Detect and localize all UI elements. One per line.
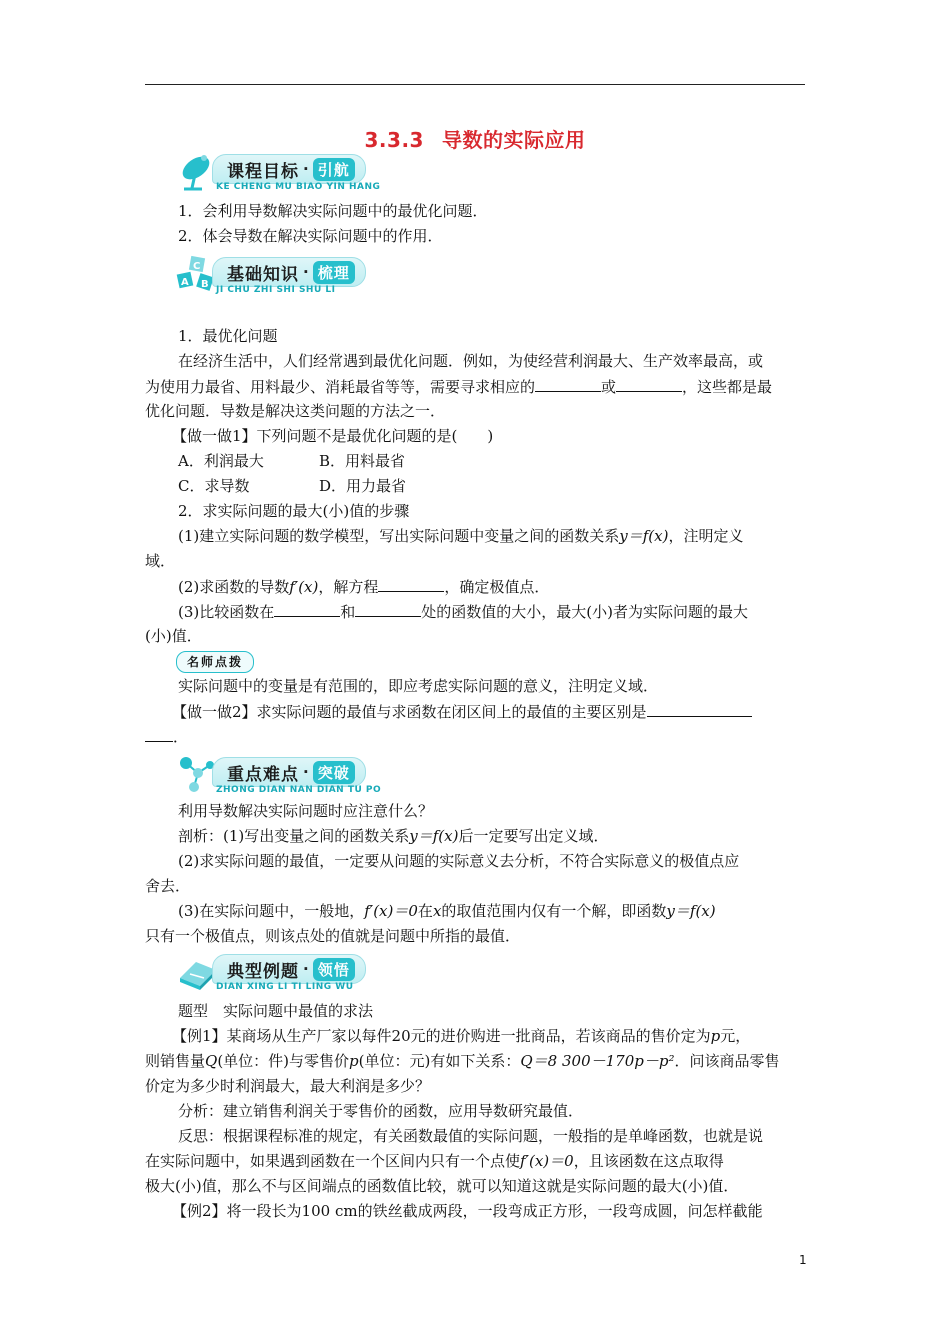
step-3a xyxy=(178,601,748,622)
fill-blank xyxy=(378,576,444,592)
option-a: A．利润最大 xyxy=(178,452,264,470)
step-2-post: ，确定极值点． xyxy=(444,578,550,596)
formula-y-fx: y＝f(x) xyxy=(619,527,669,545)
key-answer-3a-mid: 在 xyxy=(417,902,433,920)
basics-para-1b xyxy=(145,376,772,397)
example-1a-text: 【例1】某商场从生产厂家以每件20元的进价购进一批商品，若该商品的售价定为 xyxy=(172,1027,711,1045)
banner-examples-pill xyxy=(212,954,366,984)
formula-f-prime-eq-0: f′(x)＝0 xyxy=(364,902,418,920)
step-3a-post: 处的函数值的大小，最大(小)者为实际问题的最大 xyxy=(421,603,748,621)
banner-basics-title: 基础知识 xyxy=(227,264,299,285)
fill-blank xyxy=(145,726,173,742)
try-1: 【做一做1】下列问题不是最优化问题的是( ) xyxy=(172,427,494,445)
try-2a-text: 【做一做2】求实际问题的最值与求函数在闭区间上的最值的主要区别是 xyxy=(172,703,647,721)
step-3b: (小)值． xyxy=(145,627,202,645)
page-title xyxy=(0,124,950,153)
example-reflection-b-post: ，且该函数在这点取得 xyxy=(573,1152,724,1170)
step-1a-post: ，注明定义 xyxy=(668,527,744,545)
banner-key-pill xyxy=(212,757,366,787)
key-answer-3b: 只有一个极值点，则该点处的值就是问题中所指的最值． xyxy=(145,927,521,945)
step-1b: 域． xyxy=(145,552,176,570)
fill-blank xyxy=(274,601,340,617)
tip-text: 实际问题中的变量是有范围的，即应考虑实际问题的意义，注明定义域． xyxy=(178,677,659,695)
key-answer-2b: 舍去． xyxy=(145,877,191,895)
step-3a-pre: (3)比较函数在 xyxy=(178,603,275,621)
example-1a-post: 元， xyxy=(720,1027,751,1045)
option-d: D．用力最省 xyxy=(319,477,407,495)
step-2-pre: (2)求函数的导数 xyxy=(178,578,290,596)
banner-key-dot: · xyxy=(303,763,309,781)
formula-y-fx: y＝f(x) xyxy=(666,902,716,920)
basics-heading-1: 1．最优化问题 xyxy=(178,327,278,345)
key-answer-1-post: 后一定要写出定义域． xyxy=(458,827,609,845)
banner-key-pinyin: ZHONG DIAN NAN DIAN TU PO xyxy=(216,785,382,795)
page-number: 1 xyxy=(799,1253,807,1267)
banner-basics xyxy=(176,251,406,297)
banner-goals-pill xyxy=(212,154,366,184)
step-1a xyxy=(178,526,743,546)
svg-text:B: B xyxy=(201,279,209,290)
basics-para-1b-mid: 或 xyxy=(601,378,617,396)
basics-heading-2: 2．求实际问题的最大(小)值的步骤 xyxy=(178,502,410,520)
var-p: p xyxy=(349,1052,359,1070)
step-2-mid: ，解方程 xyxy=(318,578,379,596)
example-analysis: 分析：建立销售利润关于零售价的函数，应用导数研究最值． xyxy=(178,1102,584,1120)
example-1c: 价定为多少时利润最大，最大利润是多少？ xyxy=(145,1077,431,1095)
section-title: 导数的实际应用 xyxy=(441,128,586,152)
step-2 xyxy=(178,576,549,597)
step-3a-mid: 和 xyxy=(340,603,356,621)
example-1b-pre: 则销售量 xyxy=(145,1052,206,1070)
fill-blank xyxy=(647,701,752,717)
header-rule xyxy=(145,84,805,85)
banner-examples-dot: · xyxy=(303,960,309,978)
formula-f-prime: f′(x) xyxy=(289,578,319,596)
banner-goals xyxy=(176,148,406,194)
try-2b xyxy=(145,726,188,747)
key-answer-3a-pre: (3)在实际问题中，一般地， xyxy=(178,902,365,920)
banner-goals-title: 课程目标 xyxy=(227,161,299,182)
section-number: 3.3.3 xyxy=(364,128,424,152)
example-1b-mid2: (单位：元)有如下关系： xyxy=(358,1052,521,1070)
example-1b xyxy=(145,1051,779,1071)
fill-blank xyxy=(535,376,601,392)
formula-x: x xyxy=(432,902,442,920)
option-c: C．求导数 xyxy=(178,477,250,495)
banner-goals-dot: · xyxy=(303,160,309,178)
banner-examples xyxy=(176,948,406,994)
banner-examples-tag: 领悟 xyxy=(313,958,355,981)
formula-f-prime-eq-0: f′(x)＝0 xyxy=(520,1152,574,1170)
example-1a xyxy=(172,1026,750,1046)
example-1b-post: ．问该商品零售 xyxy=(674,1052,780,1070)
example-reflection-c: 极大(小)值，那么不与区间端点的函数值比较，就可以知道这就是实际问题的最大(小)值． xyxy=(145,1177,739,1195)
banner-goals-pinyin: KE CHENG MU BIAO YIN HANG xyxy=(216,182,381,192)
try-2a xyxy=(172,701,752,722)
banner-key xyxy=(176,751,406,797)
var-p: p xyxy=(710,1027,721,1045)
goal-2: 2．体会导数在解决实际问题中的作用． xyxy=(178,227,443,245)
key-answer-1-pre: 剖析：(1)写出变量之间的函数关系 xyxy=(178,827,410,845)
banner-basics-dot: · xyxy=(303,263,309,281)
svg-text:C: C xyxy=(193,261,201,272)
example-type: 题型 实际问题中最值的求法 xyxy=(178,1002,374,1020)
formula-q: Q＝8 300－170p－p² xyxy=(520,1052,675,1070)
formula-y-fx: y＝f(x) xyxy=(409,827,459,845)
example-1b-mid: (单位：件)与零售价 xyxy=(217,1052,350,1070)
example-reflection-b-pre: 在实际问题中，如果遇到函数在一个区间内只有一个点使 xyxy=(145,1152,521,1170)
key-answer-3a-mid2: 的取值范围内仅有一个解，即函数 xyxy=(441,902,667,920)
step-1a-pre: (1)建立实际问题的数学模型，写出实际问题中变量之间的函数关系 xyxy=(178,527,620,545)
banner-examples-pinyin: DIAN XING LI TI LING WU xyxy=(216,982,354,992)
example-2: 【例2】将一段长为100 cm的铁丝截成两段，一段弯成正方形，一段弯成圆，问怎样截能 xyxy=(172,1202,763,1220)
teacher-tip-badge: 名师点拨 xyxy=(176,651,254,673)
example-reflection-b xyxy=(145,1151,724,1171)
banner-basics-tag: 梳理 xyxy=(313,261,355,284)
banner-key-title: 重点难点 xyxy=(227,764,299,785)
banner-basics-pinyin: JI CHU ZHI SHI SHU LI xyxy=(216,285,336,295)
key-answer-3a xyxy=(178,901,716,921)
fill-blank xyxy=(616,376,682,392)
key-answer-2a: (2)求实际问题的最值，一定要从问题的实际意义去分析，不符合实际意义的极值点应 xyxy=(178,852,740,870)
svg-text:A: A xyxy=(181,277,189,288)
try-2b-text: ． xyxy=(173,728,189,746)
banner-basics-pill xyxy=(212,257,366,287)
basics-para-1a: 在经济生活中，人们经常遇到最优化问题．例如，为使经营利润最大、生产效率最高，或 xyxy=(178,352,764,370)
option-b: B．用料最省 xyxy=(319,452,406,470)
key-question: 利用导数解决实际问题时应注意什么？ xyxy=(178,802,434,820)
banner-examples-title: 典型例题 xyxy=(227,961,299,982)
basics-para-1c: 优化问题．导数是解决这类问题的方法之一． xyxy=(145,402,446,420)
banner-key-tag: 突破 xyxy=(313,761,355,784)
basics-para-1b-pre: 为使用力最省、用料最少、消耗最省等等，需要寻求相应的 xyxy=(145,378,536,396)
goal-1: 1．会利用导数解决实际问题中的最优化问题． xyxy=(178,202,488,220)
fill-blank xyxy=(355,601,421,617)
example-reflection-a: 反思：根据课程标准的规定，有关函数最值的实际问题，一般指的是单峰函数，也就是说 xyxy=(178,1127,764,1145)
key-answer-1 xyxy=(178,826,608,846)
basics-para-1b-post: ，这些都是最 xyxy=(682,378,773,396)
var-q: Q xyxy=(205,1052,218,1070)
banner-goals-tag: 引航 xyxy=(313,158,355,181)
